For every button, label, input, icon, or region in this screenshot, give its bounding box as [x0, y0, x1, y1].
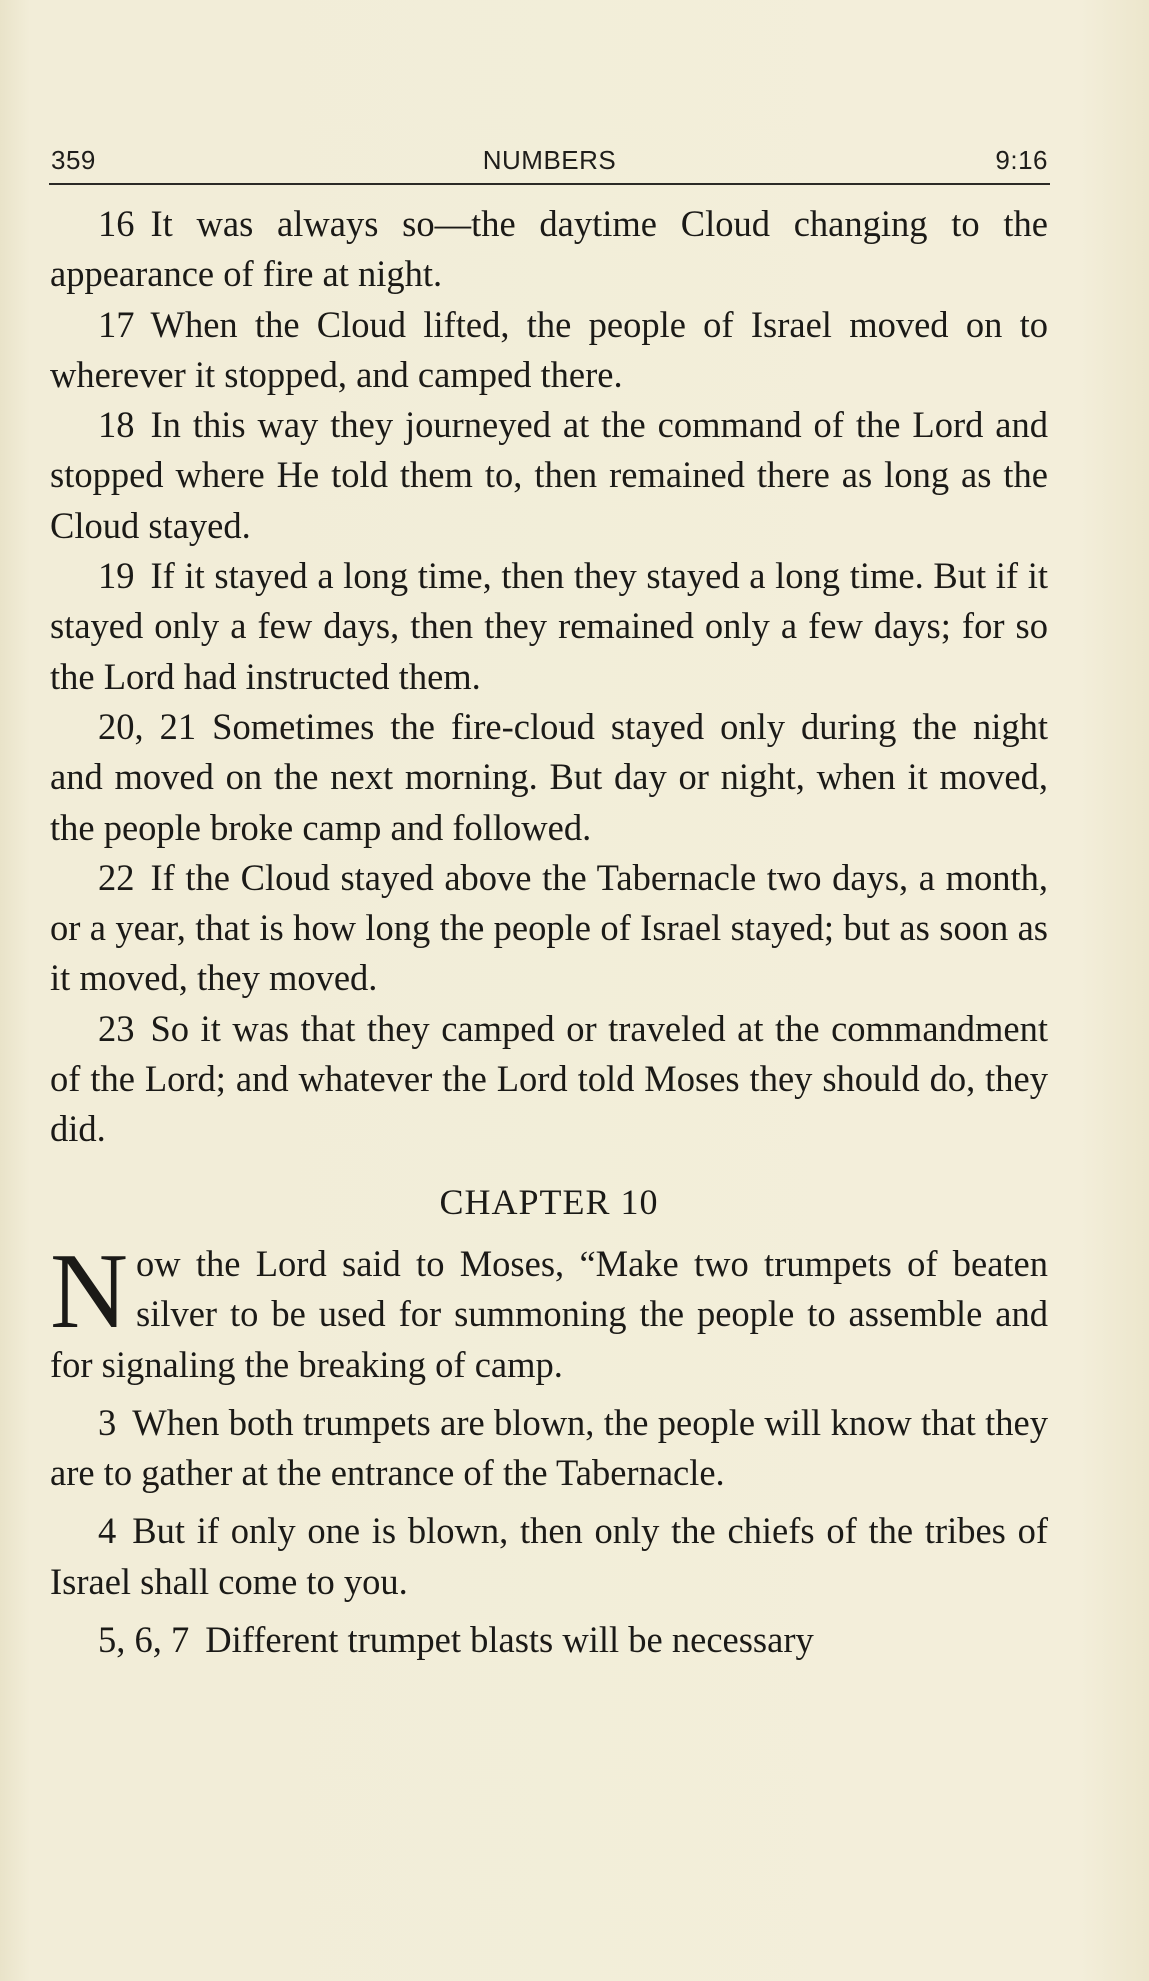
verse-text: It was always so—the daytime Cloud changing to the appearance of fire at night.: [50, 203, 1048, 295]
verse-text: If the Cloud stayed above the Tabernacle two days, a month, or a year, that is how long the people of Israel stayed; but as soon as it moved, they moved.: [50, 856, 1048, 999]
verse-number: 3: [98, 1401, 117, 1443]
page-body: [50, 199, 1048, 1665]
verse-text: But if only one is blown, then only the chiefs of the tribes of Israel shall come to you.: [50, 1510, 1048, 1602]
page-number: 359: [51, 145, 96, 175]
verse-text: So it was that they camped or traveled at the commandment of the Lord; and whatever the Lord told Moses they should do, they did.: [50, 1007, 1048, 1150]
verse-number: 5, 6, 7: [98, 1619, 190, 1661]
verse-paragraph: [50, 400, 1048, 551]
verse-number: 22: [98, 856, 135, 898]
verse-paragraph: [50, 1398, 1048, 1499]
verse-paragraph: [50, 702, 1048, 853]
book-title: NUMBERS: [482, 145, 617, 175]
chapter-heading: CHAPTER 10: [439, 1181, 659, 1222]
verse-number: 18: [98, 404, 135, 446]
running-header: [49, 143, 1050, 185]
verse-paragraph: [50, 300, 1048, 401]
verse-text: When both trumpets are blown, the people will know that they are to gather at the entrance of the Tabernacle.: [50, 1401, 1048, 1494]
verse-text: In this way they journeyed at the command of the Lord and stopped where He told them to, then remained there as long as the Cloud stayed.: [50, 404, 1048, 546]
verse-paragraph: [50, 1004, 1048, 1155]
verse-number: 23: [98, 1007, 135, 1049]
verse-text: If it stayed a long time, then they stayed a long time. But if it stayed only a few days, then they remained only a few days; for so the Lord had instructed them.: [50, 555, 1048, 697]
verse-paragraph: [50, 199, 1048, 300]
verse-number: 19: [98, 555, 135, 597]
verse-number: 16: [98, 203, 135, 244]
opening-text: ow the Lord said to Moses, “Make two trumpets of beaten silver to be used for summoning the people to assemble and for signaling the breaking of camp.: [50, 1242, 1048, 1385]
verse-paragraph: [50, 853, 1048, 1004]
verse-text: When the Cloud lifted, the people of Israel moved on to wherever it stopped, and camped there.: [50, 303, 1048, 395]
verse-number: 20, 21: [98, 705, 197, 747]
verse-number: 17: [98, 303, 135, 345]
verse-number: 4: [98, 1510, 117, 1552]
chapter-verse-reference: 9:16: [995, 145, 1048, 175]
verse-text: Sometimes the fire-cloud stayed only during the night and moved on the next morning. But day or night, when it moved, the people broke camp and followed.: [50, 705, 1048, 848]
verse-paragraph: [50, 551, 1048, 702]
chapter-opening-paragraph: [50, 1231, 1048, 1390]
verse-paragraph: [50, 1506, 1048, 1607]
drop-cap: N: [50, 1231, 128, 1351]
verse-paragraph: [50, 1615, 1048, 1665]
verse-text: Different trumpet blasts will be necessary: [205, 1619, 814, 1661]
